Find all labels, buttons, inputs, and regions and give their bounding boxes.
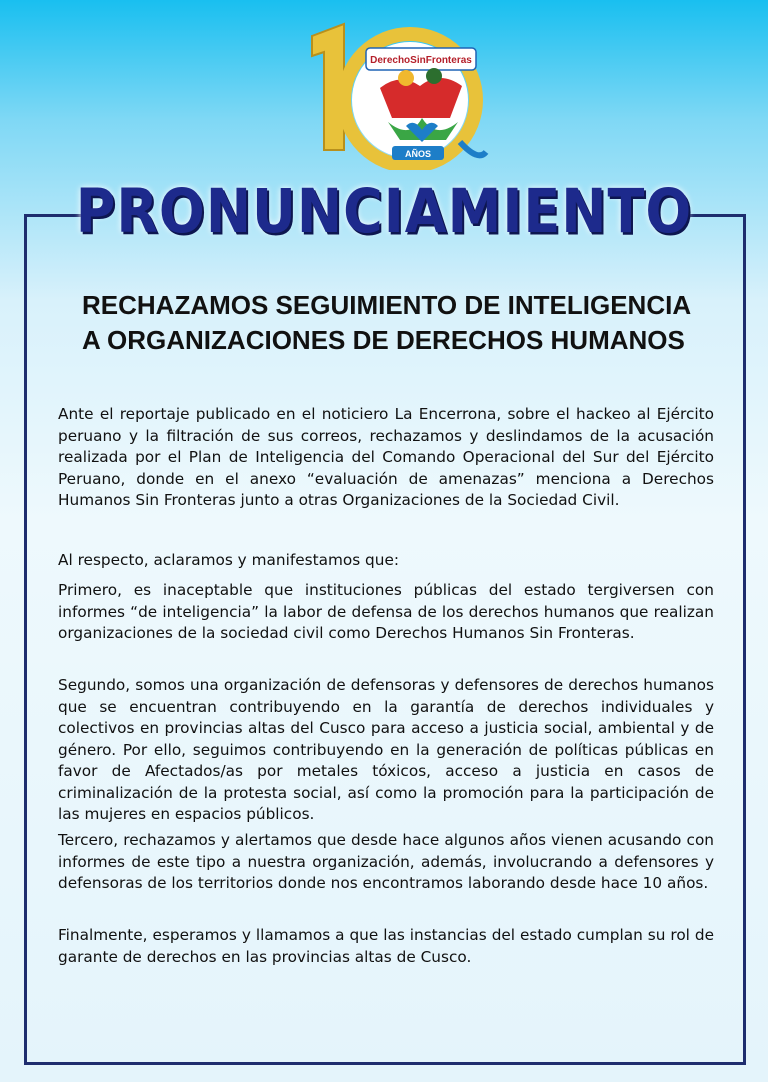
logo-brand-text: DerechoSinFronteras <box>370 55 472 66</box>
headline <box>82 288 722 358</box>
paragraph-respect: Al respecto, aclaramos y manifestamos que: <box>58 551 400 569</box>
paragraph-first: Primero, es inaceptable que instituciones públicas del estado tergiversen con informes “de inteligencia” la labor de defensa de los derechos humanos que realizan organizaciones de la sociedad civil como Derechos Humanos Sin Fronteras. <box>58 581 714 642</box>
paragraph-second: Segundo, somos una organización de defensoras y defensores de derechos humanos que se encuentran contribuyendo en la garantía de derechos individuales y colectivos en provincias altas del Cusco para acceso a justicia social, ambiental y de género. Por ello, seguimos contribuyendo en la generación de políticas públicas en favor de Afectados/as por metales tóxicos, acceso a justicia en casos de criminalización de la protesta social, así como la promoción para la participación de las mujeres en espacios públicos. <box>58 676 714 823</box>
page-title: PRONUNCIAMIENTO <box>75 176 693 247</box>
headline-line-1: RECHAZAMOS SEGUIMIENTO DE INTELIGENCIA <box>82 290 692 320</box>
paragraph-final: Finalmente, esperamos y llamamos a que las instancias del estado cumplan su rol de garante de derechos en las provincias altas de Cusco. <box>58 926 714 966</box>
paragraph-third: Tercero, rechazamos y alertamos que desde hace algunos años vienen acusando con informes de este tipo a nuestra organización, además, involucrando a defensores y defensoras de los territorios donde nos encontramos laborando desde hace 10 años. <box>58 831 714 892</box>
organization-logo <box>310 22 490 170</box>
logo-years-text: AÑOS <box>404 149 432 159</box>
headline-line-2: A ORGANIZACIONES DE DERECHOS HUMANOS <box>82 325 685 355</box>
paragraph-intro: Ante el reportaje publicado en el noticiero La Encerrona, sobre el hackeo al Ejército peruano y la filtración de sus correos, rechazamos y deslindamos de la acusación realizada por el Plan de Inteligencia del Comando Operacional del Sur del Ejército Peruano, donde en el anexo “evaluación de amenazas” menciona a Derechos Humanos Sin Fronteras junto a otras Organizaciones de la Sociedad Civil. <box>58 405 714 509</box>
